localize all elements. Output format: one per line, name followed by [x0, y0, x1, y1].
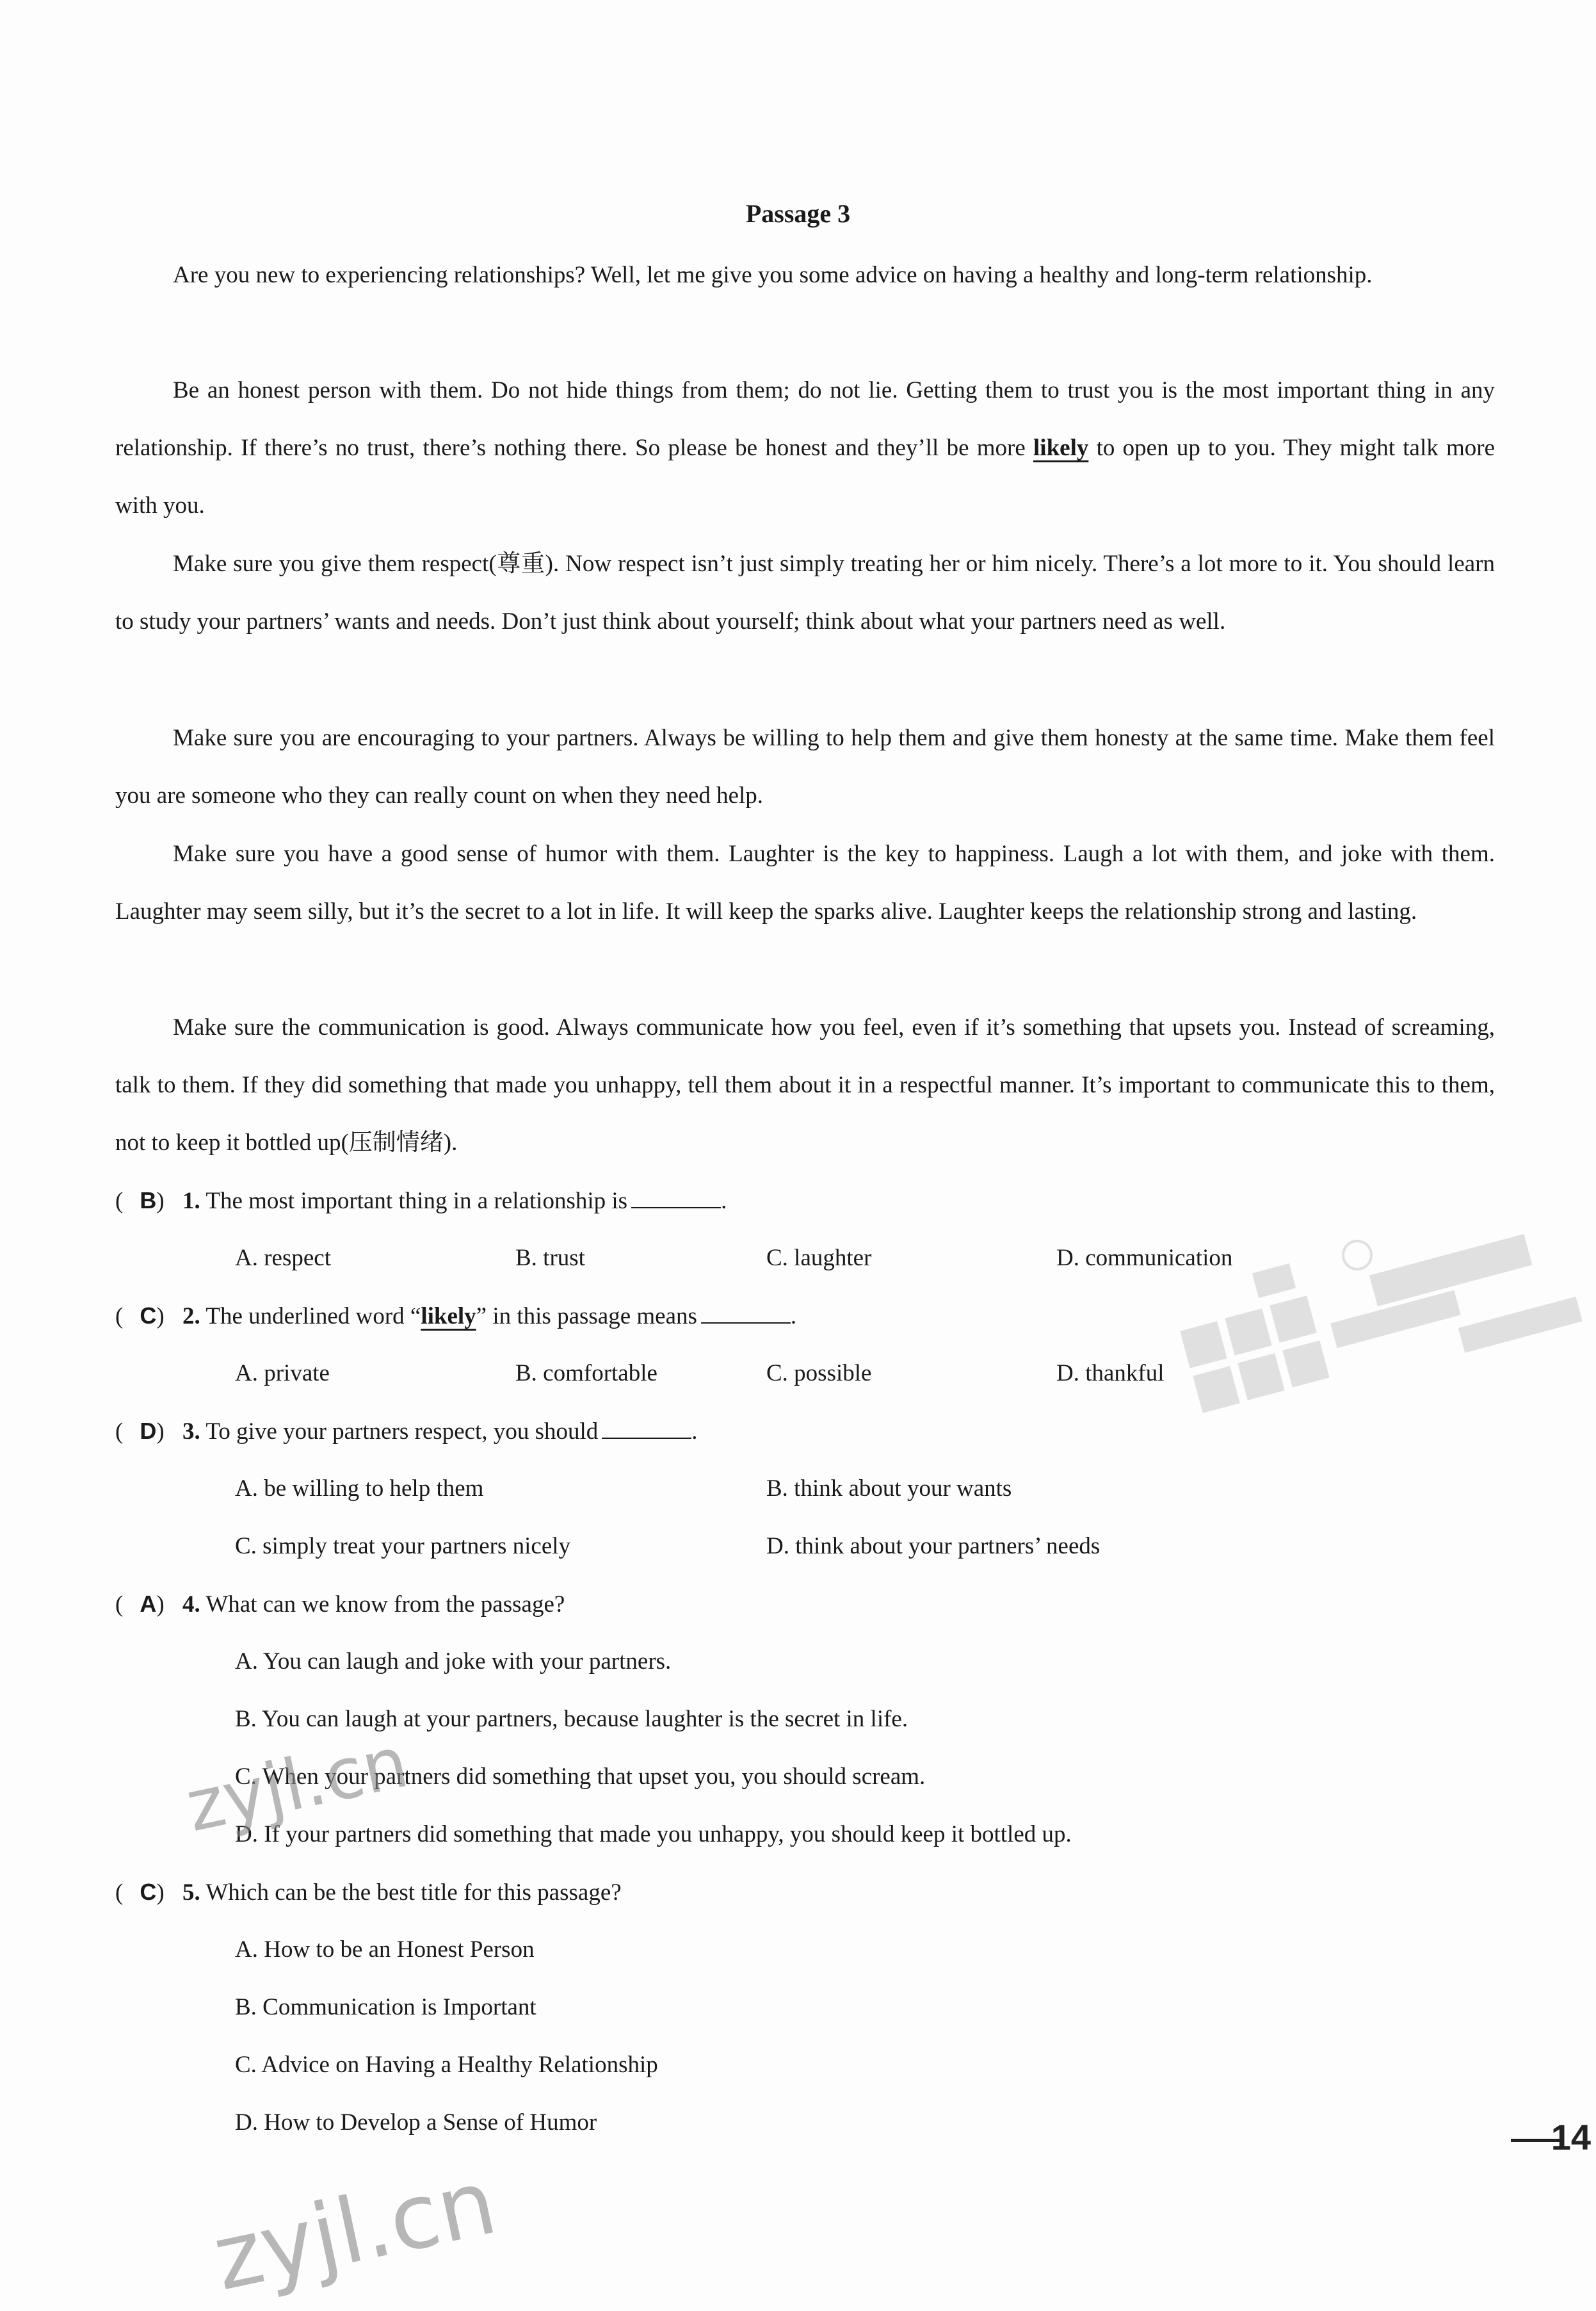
passage-title: Passage 3	[745, 199, 851, 228]
q1-option-d: D. communication	[1056, 1245, 1233, 1271]
paragraph-2-text-before: Be an honest person with them. Do not hide things from them; do not lie. Getting them to trust you is the most important thing in any relationship. If there’s no trust, there’s nothing there. So please be honest and they’ll be more	[115, 377, 1495, 461]
underlined-word: likely	[421, 1303, 476, 1329]
paragraph-6-text: Make sure the communication is good. Always communicate how you feel, even if it’s something that upsets you. Instead of screaming, talk to them. If they did something that made you unhappy, tell them about it in a respectful manner. It’s important to communicate this to them, not to keep it bottled up(压制情绪).	[115, 1014, 1495, 1156]
q1-option-b: B. trust	[515, 1245, 585, 1271]
page-number: 14	[1551, 2117, 1591, 2157]
underlined-word-likely: likely	[1033, 435, 1089, 461]
q5-option-d: D. How to Develop a Sense of Humor	[235, 2109, 597, 2136]
answer-blank	[602, 1418, 691, 1439]
paragraph-5-text: Make sure you have a good sense of humor with them. Laughter is the key to happiness. Laugh a lot with them, and joke with them. Laughter may seem silly, but it’s the secret to a lot in life. It will keep the sparks alive. Laughter keeps the relationship strong and lasting.	[115, 841, 1495, 925]
answer-blank	[631, 1188, 721, 1208]
answer-bracket: ( D)	[115, 1418, 165, 1445]
q1-option-c: C. laughter	[766, 1245, 872, 1271]
q4-option-d: D. If your partners did something that made you unhappy, you should keep it bottled up.	[235, 1821, 1072, 1847]
paragraph-4	[115, 710, 1495, 825]
question-number: 3.	[182, 1418, 200, 1445]
q3-option-d: D. think about your partners’ needs	[766, 1533, 1100, 1559]
q4-option-b: B. You can laugh at your partners, because laughter is the secret in life.	[235, 1706, 908, 1732]
paragraph-5	[115, 825, 1495, 941]
q5-option-c: C. Advice on Having a Healthy Relationship	[235, 2052, 658, 2078]
stem-end: .	[721, 1188, 727, 1214]
answer-bracket: ( B)	[115, 1187, 165, 1214]
q3-option-c: C. simply treat your partners nicely	[235, 1533, 571, 1559]
watermark-middle: zyjl.cn	[179, 1721, 415, 1848]
paragraph-3	[115, 535, 1495, 651]
question-stem-before: The underlined word “	[206, 1303, 421, 1329]
q1-option-a: A. respect	[235, 1245, 331, 1271]
answer-bracket: ( C)	[115, 1879, 165, 1906]
answer-bracket: ( A)	[115, 1591, 165, 1618]
q5-option-b: B. Communication is Important	[235, 1994, 536, 2020]
paragraph-1	[115, 247, 1495, 304]
paragraph-4-text: Make sure you are encouraging to your partners. Always be willing to help them and give them honesty at the same time. Make them feel you are someone who they can really count on when they need help.	[115, 725, 1495, 809]
question-2	[115, 1300, 796, 1332]
question-4	[115, 1588, 565, 1620]
q4-option-c: C. When your partners did something that upset you, you should scream.	[235, 1764, 926, 1790]
answer-letter: D	[140, 1418, 157, 1444]
q5-option-a: A. How to be an Honest Person	[235, 1936, 535, 1963]
paragraph-1-text: Are you new to experiencing relationships? Well, let me give you some advice on having a healthy and long-term relationship.	[173, 262, 1373, 288]
question-number: 1.	[182, 1188, 200, 1214]
question-stem: Which can be the best title for this passage?	[206, 1879, 622, 1906]
q4-option-a: A. You can laugh and joke with your partners.	[235, 1648, 672, 1674]
q3-option-a: A. be willing to help them	[235, 1475, 484, 1502]
paragraph-6	[115, 999, 1495, 1172]
answer-letter: B	[140, 1187, 157, 1213]
question-3	[115, 1415, 698, 1447]
paragraph-2-text-after: to open up to you. They might talk more with you.	[115, 435, 1495, 519]
q2-option-b: B. comfortable	[515, 1360, 657, 1386]
publisher-logo-icon	[1178, 1229, 1594, 1434]
answer-letter: A	[140, 1591, 157, 1617]
question-stem: The most important thing in a relationship is	[206, 1188, 628, 1214]
q2-option-c: C. possible	[766, 1360, 872, 1386]
answer-letter: C	[140, 1879, 157, 1905]
question-stem: To give your partners respect, you should	[206, 1418, 599, 1445]
paragraph-3-text: Make sure you give them respect(尊重). Now respect isn’t just simply treating her or him nicely. There’s a lot more to it. You should learn to study your partners’ wants and needs. Don’t just think about yourself; think about what your partners need as well.	[115, 551, 1495, 635]
stem-end: .	[790, 1303, 797, 1329]
q2-option-a: A. private	[235, 1360, 330, 1386]
watermark-bottom: zyjl.cn	[205, 2150, 505, 2311]
question-5	[115, 1876, 622, 1908]
q3-option-b: B. think about your wants	[766, 1475, 1012, 1502]
q2-option-d: D. thankful	[1056, 1360, 1165, 1386]
answer-blank	[701, 1303, 791, 1324]
question-stem: What can we know from the passage?	[206, 1591, 565, 1618]
answer-letter: C	[140, 1302, 157, 1329]
question-stem-after: ” in this passage means	[476, 1303, 697, 1329]
paragraph-2	[115, 362, 1495, 535]
question-number: 5.	[182, 1879, 200, 1906]
question-1	[115, 1185, 727, 1217]
question-number: 2.	[182, 1303, 200, 1329]
question-number: 4.	[182, 1591, 200, 1618]
stem-end: .	[691, 1418, 698, 1445]
answer-bracket: ( C)	[115, 1302, 165, 1329]
